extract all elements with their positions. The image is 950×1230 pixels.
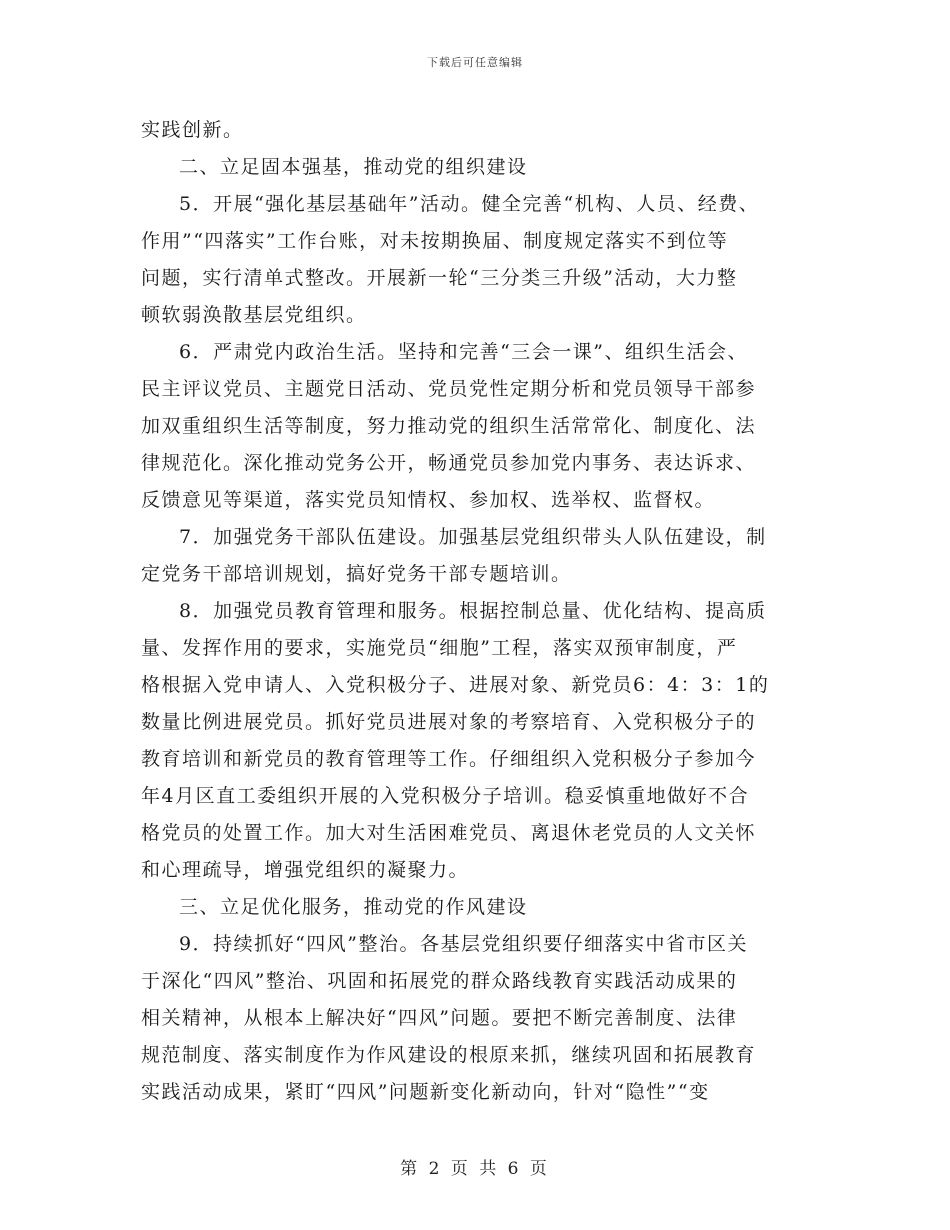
- text-line: 民主评议党员、主题党日活动、党员党性定期分析和党员领导干部参: [141, 378, 757, 400]
- text-line: 和心理疏导，增强党组织的凝聚力。: [141, 859, 470, 881]
- text-line: 5．开展“强化基层基础年”活动。健全完善“机构、人员、经费、: [179, 193, 760, 215]
- text-line: 6．严肃党内政治生活。坚持和完善“三会一课”、组织生活会、: [179, 341, 749, 363]
- text-line: 规范制度、落实制度作为作风建设的根原来抓，继续巩固和拓展教育: [141, 1044, 757, 1066]
- text-line: 问题，实行清单式整改。开展新一轮“三分类三升级”活动，大力整: [141, 267, 738, 289]
- text-line: 于深化“四风”整治、巩固和拓展党的群众路线教育实践活动成果的: [141, 970, 738, 992]
- text-line: 7．加强党务干部队伍建设。加强基层党组织带头人队伍建设，制: [179, 526, 767, 548]
- text-line: 三、立足优化服务，推动党的作风建设: [179, 896, 528, 918]
- text-line: 实践活动成果，紧盯“四风”问题新变化新动向，针对“隐性”“变: [141, 1081, 710, 1103]
- text-line: 相关精神，从根本上解决好“四风”问题。要把不断完善制度、法律: [141, 1007, 738, 1029]
- text-line: 反馈意见等渠道，落实党员知情权、参加权、选举权、监督权。: [141, 489, 716, 511]
- text-line: 9．持续抓好“四风”整治。各基层党组织要仔细落实中省市区关: [179, 933, 749, 955]
- text-line: 定党务干部培训规划，搞好党务干部专题培训。: [141, 563, 572, 585]
- text-line: 顿软弱涣散基层党组织。: [141, 304, 367, 326]
- text-line: 量、发挥作用的要求，实施党员“细胞”工程，落实双预审制度，严: [141, 637, 738, 659]
- text-line: 作用”“四落实”工作台账，对未按期换届、制度规定落实不到位等: [141, 230, 729, 252]
- text-line: 8．加强党员教育管理和服务。根据控制总量、优化结构、提高质: [179, 600, 767, 622]
- document-body: [141, 112, 811, 1111]
- text-line: 教育培训和新党员的教育管理等工作。仔细组织入党积极分子参加今: [141, 748, 757, 770]
- text-line: 年4月区直工委组织开展的入党积极分子培训。稳妥慎重地做好不合: [141, 785, 750, 807]
- text-line: 实践创新。: [141, 119, 244, 141]
- text-line: 数量比例进展党员。抓好党员进展对象的考察培育、入党积极分子的: [141, 711, 757, 733]
- text-line: 律规范化。深化推动党务公开，畅通党员参加党内事务、表达诉求、: [141, 452, 757, 474]
- page-header: 下载后可任意编辑: [427, 56, 523, 69]
- text-line: 格党员的处置工作。加大对生活困难党员、离退休老党员的人文关怀: [141, 822, 757, 844]
- text-line: 加双重组织生活等制度，努力推动党的组织生活常常化、制度化、法: [141, 415, 757, 437]
- text-line: 二、立足固本强基，推动党的组织建设: [179, 156, 528, 178]
- text-line: 格根据入党申请人、入党积极分子、进展对象、新党员6：4：3：1的: [141, 674, 770, 696]
- page-footer: 第 2 页 共 6 页: [400, 1159, 550, 1179]
